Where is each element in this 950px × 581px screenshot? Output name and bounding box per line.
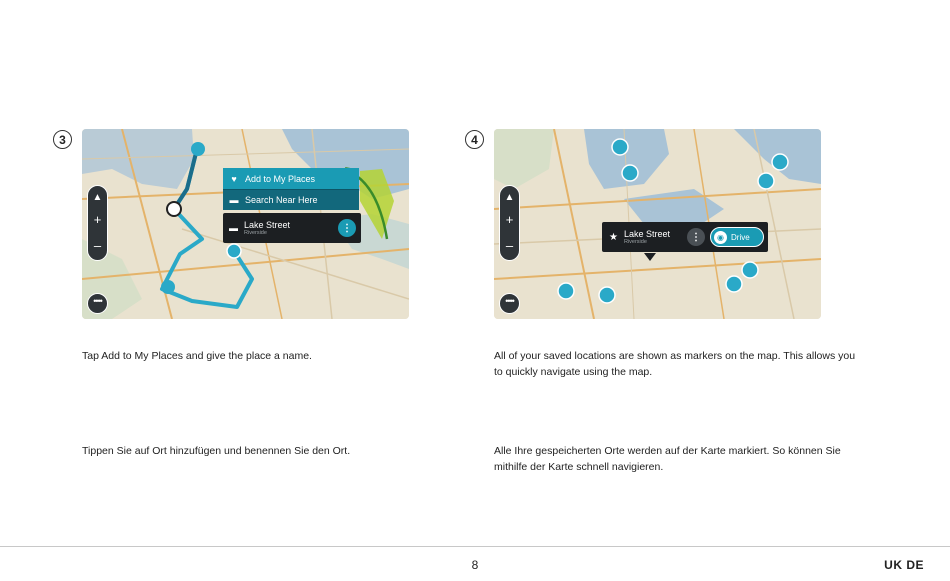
steering-wheel-icon: ◉ — [714, 231, 727, 244]
main-menu-button[interactable]: •••• — [499, 293, 520, 314]
search-near-here-item[interactable] — [223, 189, 359, 210]
heart-icon: ♥ — [231, 173, 237, 184]
menu-item-label: Search Near Here — [245, 195, 318, 205]
location-name: Lake Street — [623, 228, 670, 239]
location-subtitle: Riverside — [244, 229, 267, 236]
caption-de-step-3: Tippen Sie auf Ort hinzufügen und benennen Sie den Ort. — [82, 445, 351, 457]
zoom-out-button[interactable]: – — [93, 238, 102, 253]
caption-en-step-3: Tap Add to My Places and give the place a name. — [82, 350, 312, 362]
add-to-my-places-item[interactable] — [223, 168, 359, 189]
north-up-icon[interactable]: ▲ — [92, 192, 103, 203]
caption-en-step-4: All of your saved locations are shown as markers on the map. This allows you to quickly navigate using the map. — [494, 350, 856, 378]
zoom-control[interactable] — [499, 185, 520, 261]
zoom-in-button[interactable]: + — [505, 212, 514, 227]
language-code: UK DE — [884, 558, 924, 572]
main-menu-button[interactable]: •••• — [87, 293, 108, 314]
zoom-in-button[interactable]: + — [93, 212, 102, 227]
step-number-badge: 4 — [465, 130, 484, 149]
footer-divider — [0, 546, 950, 547]
menu-item-label: Add to My Places — [245, 173, 316, 184]
location-subtitle: Riverside — [623, 238, 647, 245]
step-number-badge: 3 — [53, 130, 72, 149]
location-card[interactable] — [602, 222, 768, 252]
zoom-out-button[interactable]: – — [505, 238, 514, 253]
more-options-button[interactable]: ⋮ — [338, 219, 356, 237]
location-name: Lake Street — [244, 219, 291, 230]
location-card[interactable] — [223, 213, 361, 243]
north-up-icon[interactable]: ▲ — [504, 192, 515, 203]
page-number: 8 — [471, 558, 479, 572]
zoom-control[interactable] — [87, 185, 108, 261]
map-screenshot-step-4 — [494, 129, 821, 319]
drive-label: Drive — [731, 232, 750, 242]
drive-button[interactable] — [710, 227, 764, 247]
more-options-button[interactable]: ⋮ — [687, 228, 705, 246]
context-menu — [223, 168, 359, 210]
star-icon: ★ — [609, 231, 618, 243]
map-screenshot-step-3 — [82, 129, 409, 319]
bed-icon: ▬ — [229, 223, 238, 233]
bed-icon: ▬ — [229, 195, 239, 205]
caption-de-step-4: Alle Ihre gespeicherten Orte werden auf der Karte markiert. So können Sie mithilfe der Karte schnell navigieren. — [494, 445, 841, 473]
